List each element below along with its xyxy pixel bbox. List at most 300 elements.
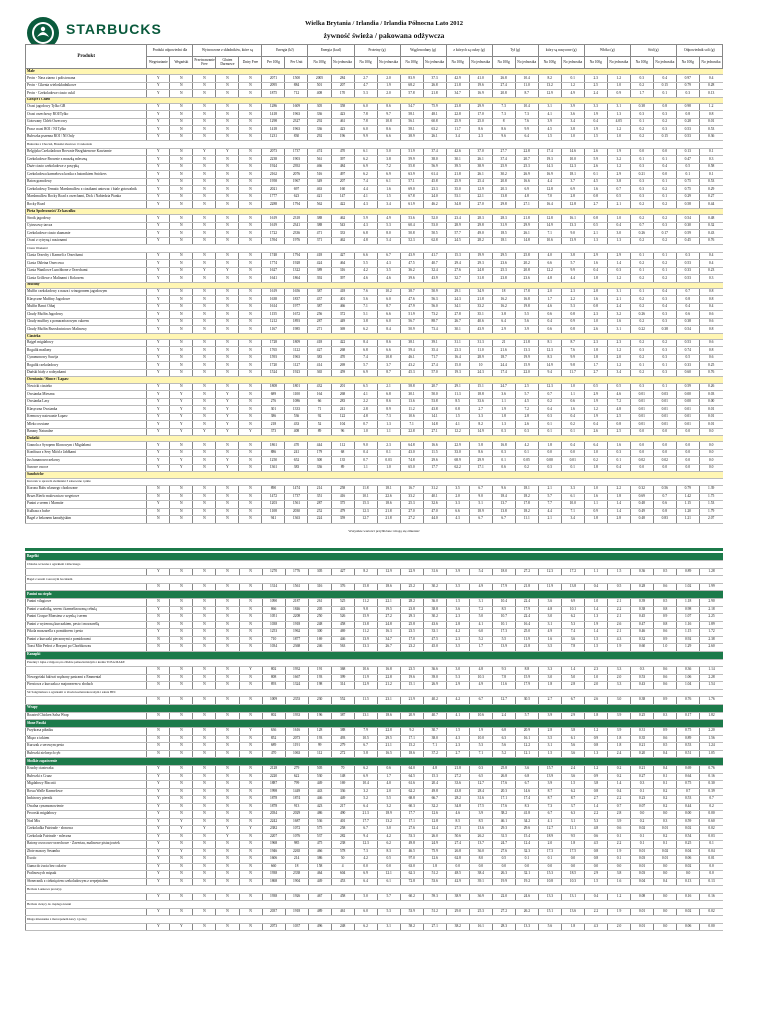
nutrition-value: N	[216, 449, 239, 457]
nutrition-value: 0.9	[654, 614, 677, 622]
nutrition-value: Y	[147, 260, 170, 268]
nutrition-value: 0.36	[677, 667, 700, 675]
nutrition-value: 36.6	[423, 667, 446, 675]
nutrition-value: 21.2	[377, 682, 400, 690]
product-row	[26, 383, 723, 391]
nutrition-value: N	[239, 833, 262, 841]
nutrition-value: N	[239, 516, 262, 524]
nutrition-value: 0.8	[584, 788, 607, 796]
nutrition-value: 4.8	[538, 606, 561, 614]
nutrition-value: 1.8	[492, 413, 515, 421]
nutrition-value: N	[147, 750, 170, 758]
product-name: Cytrusowy tarcza	[26, 222, 147, 230]
nutrition-value: 424	[308, 260, 331, 268]
product-name: Słonecznik z cieknięciem czekoladowym z serpejntalem	[26, 878, 147, 886]
nutrition-value: N	[216, 118, 239, 126]
nutrition-value: 14.6	[515, 788, 538, 796]
product-name: Przykrasa pikniku	[26, 728, 147, 736]
nutrition-value: 0.2	[561, 421, 584, 429]
nutrition-value: 2338	[285, 871, 308, 879]
nutrition-value: 17.0	[400, 636, 423, 644]
nutrition-value: 1887	[262, 781, 285, 789]
nutrition-value: 27.2	[400, 516, 423, 524]
nutrition-value: Y	[147, 156, 170, 164]
nutrition-value: 0.8	[654, 606, 677, 614]
product-name: Panini z kurczaki pieczonymi z pomidorami	[26, 636, 147, 644]
nutrition-value: 29.1	[446, 383, 469, 391]
nutrition-value: 25.9	[492, 163, 515, 171]
nutrition-value: 5.6	[492, 743, 515, 751]
nutrition-value: 28.2	[446, 796, 469, 804]
nutrition-value: N	[170, 629, 193, 637]
nutrition-value: 0.53	[676, 126, 699, 134]
nutrition-value: 1765	[262, 347, 285, 355]
nutrition-value: 6.7	[492, 516, 515, 524]
nutrition-value: N	[216, 735, 239, 743]
nutrition-value: N	[239, 369, 262, 377]
nutrition-value: 21.8	[446, 82, 469, 90]
nutrition-value: 27.4	[446, 841, 469, 849]
nutrition-value: N	[193, 811, 216, 819]
nutrition-value: 12.3	[354, 508, 377, 516]
nutrition-value: 371	[308, 237, 331, 245]
nutrition-value: 0.2	[630, 126, 653, 134]
nutrition-value: 8.4	[354, 339, 377, 347]
nutrition-value: 368	[331, 667, 354, 675]
nutrition-value: 852	[262, 735, 285, 743]
nutrition-value: N	[216, 811, 239, 819]
nutrition-value: 712	[285, 90, 308, 98]
section-label: Panini na ciepło	[26, 591, 724, 599]
nutrition-value: 179	[308, 449, 331, 457]
nutrition-value: N	[239, 508, 262, 516]
nutrition-value: 47.5	[423, 636, 446, 644]
nutrition-value: 0.89	[677, 735, 700, 743]
nutrition-value: 1737	[285, 493, 308, 501]
nutrition-value: N	[193, 803, 216, 811]
nutrition-value: 70	[331, 766, 354, 774]
nutrition-value: 7.0	[538, 193, 561, 201]
nutrition-value: N	[170, 788, 193, 796]
nutrition-value: 11.9	[538, 583, 561, 591]
nutrition-value: 0.2	[630, 354, 653, 362]
nutrition-value: 0.5	[377, 856, 400, 864]
nutrition-value: 0.1	[630, 252, 653, 260]
nutrition-value: 0.7	[538, 391, 561, 399]
nutrition-value: N	[193, 644, 216, 652]
nutrition-value: Y	[147, 841, 170, 849]
nutrition-value: 0.9	[561, 318, 584, 326]
nutrition-value: 0.1	[653, 267, 676, 275]
nutrition-value: 22.6	[377, 493, 400, 501]
nutrition-value: 2.7	[446, 750, 469, 758]
nutrition-value: 1.16	[677, 621, 700, 629]
nutrition-value: 561	[308, 156, 331, 164]
nutrition-value: 39.5	[446, 163, 469, 171]
product-name: Konfitura z Sery Miód z Jabłkami	[26, 449, 147, 457]
nutrition-value: 0.4	[654, 750, 677, 758]
nutrition-value: 0.0	[654, 863, 677, 871]
nutrition-value: 4.6	[607, 391, 630, 399]
product-name: Bruzs Rierlo malowniczo wegetowe	[26, 493, 147, 501]
nutrition-value: 0.8	[653, 508, 676, 516]
nutrition-value: 1.06	[677, 674, 700, 682]
nutrition-value: 28.3	[469, 215, 492, 223]
column-header-product: Produkt	[26, 45, 147, 69]
nutrition-value: 0.7	[354, 457, 377, 465]
nutrition-value: 13.2	[377, 818, 400, 826]
nutrition-value: 0.7	[700, 796, 723, 804]
nutrition-value: 0.0	[561, 863, 584, 871]
product-row	[26, 893, 724, 901]
nutrition-value: 2.2	[608, 796, 631, 804]
nutrition-value: 0.4	[699, 303, 722, 311]
nutrition-value: 0.02	[700, 826, 723, 834]
nutrition-value: 1.5	[561, 781, 584, 789]
nutrition-value: 0.0	[699, 428, 722, 436]
nutrition-value: 1472	[262, 493, 285, 501]
nutrition-value: 2.6	[584, 326, 607, 334]
nutrition-value: 0.13	[676, 148, 699, 156]
nutrition-value: 56.1	[400, 118, 423, 126]
product-row	[26, 796, 724, 804]
nutrition-value: 890	[262, 486, 285, 494]
nutrition-value: 443	[331, 606, 354, 614]
nutrition-value: 6.6	[377, 133, 400, 141]
nutrition-value: 2208	[285, 614, 308, 622]
nutrition-value: 1594	[262, 237, 285, 245]
nutrition-value: 196	[331, 133, 354, 141]
nutrition-value: 0.1	[561, 464, 584, 472]
nutrition-value: N	[239, 215, 262, 223]
nutrition-value: 470	[285, 442, 308, 450]
nutrition-value: N	[193, 743, 216, 751]
nutrition-value: N	[216, 636, 239, 644]
nutrition-value: 0.32	[630, 486, 653, 494]
nutrition-value: 1.8	[584, 354, 607, 362]
nutrition-value: 7.1	[400, 421, 423, 429]
nutrition-value: 1.6	[584, 186, 607, 194]
nutrition-value: 25.0	[515, 629, 538, 637]
nutrition-value: 0.44	[699, 201, 722, 209]
nutrition-value: Y	[193, 428, 216, 436]
nutrition-value: 18.2	[515, 508, 538, 516]
nutrition-value: 6.0	[469, 629, 492, 637]
nutrition-value: 148	[331, 773, 354, 781]
nutrition-value: 2.1	[608, 614, 631, 622]
nutrition-value: 214	[285, 856, 308, 864]
nutrition-value: 32.2	[423, 803, 446, 811]
product-name: Granola z Syropem Klonowym i Migdałami	[26, 442, 147, 450]
nutrition-value: N	[239, 856, 262, 864]
nutrition-value: 0.6	[699, 318, 722, 326]
nutrition-value: 12.8	[538, 186, 561, 194]
nutrition-value: N	[239, 398, 262, 406]
nutrition-value: 459	[331, 369, 354, 377]
nutrition-value: 6.9	[561, 599, 584, 607]
nutrition-value: 536	[285, 413, 308, 421]
nutrition-value: 414	[308, 362, 331, 370]
nutrition-value: Y	[147, 311, 170, 319]
nutrition-value: 31.6	[423, 568, 446, 576]
nutrition-value: 886	[262, 449, 285, 457]
nutrition-value: 29.1	[446, 288, 469, 296]
nutrition-value: 15.8	[354, 583, 377, 591]
product-row	[26, 833, 724, 841]
nutrition-value: 2.5	[515, 383, 538, 391]
nutrition-value: 3.9	[561, 103, 584, 111]
nutrition-value: 463	[308, 186, 331, 194]
nutrition-value: 0.76	[699, 237, 722, 245]
header-row-groups	[26, 45, 723, 57]
nutrition-value: 284	[331, 75, 354, 83]
nutrition-value: 1.82	[700, 712, 723, 720]
nutrition-value: N	[170, 369, 193, 377]
nutrition-value: N	[170, 442, 193, 450]
nutrition-value: 29.9	[469, 103, 492, 111]
nutrition-value: 4.1	[469, 621, 492, 629]
nutrition-value: 287	[308, 501, 331, 509]
subcategory-row	[26, 689, 724, 697]
nutrition-value: 1946	[262, 848, 285, 856]
nutrition-value: 26.2	[469, 833, 492, 841]
nutrition-value: 9.8	[561, 362, 584, 370]
nutrition-value: Y	[147, 326, 170, 334]
nutrition-value: 458	[331, 893, 354, 901]
nutrition-value: 1231	[262, 133, 285, 141]
nutrition-value: N	[170, 583, 193, 591]
nutrition-value: 1.8	[584, 516, 607, 524]
nutrition-value: 3.5	[538, 735, 561, 743]
nutrition-value: Y	[216, 148, 239, 156]
nutrition-value: 5.3	[377, 222, 400, 230]
nutrition-value: 16.2	[492, 303, 515, 311]
nutrition-value: 0.0	[699, 457, 722, 465]
nutrition-value: 0.4	[653, 288, 676, 296]
nutrition-value: 29.3	[492, 826, 515, 834]
nutrition-value: 19.3	[446, 369, 469, 377]
nutrition-value: Y	[147, 369, 170, 377]
nutrition-value: 1977	[285, 303, 308, 311]
nutrition-value: 0.1	[654, 773, 677, 781]
nutrition-value: 24.4	[492, 362, 515, 370]
product-name	[26, 893, 147, 901]
nutrition-value: 18.5	[492, 230, 515, 238]
nutrition-value: N	[170, 796, 193, 804]
nutrition-value: 1.8	[584, 712, 607, 720]
nutrition-value: Y	[239, 728, 262, 736]
nutrition-value: 14.8	[515, 237, 538, 245]
nutrition-value: 4.1	[538, 818, 561, 826]
nutrition-value: 0.3	[653, 222, 676, 230]
column-subheader: Per Unit	[285, 57, 308, 69]
nutrition-value: 0.8	[584, 848, 607, 856]
nutrition-value: 4.2	[515, 442, 538, 450]
nutrition-value: 30.5	[515, 697, 538, 705]
nutrition-value: 13.8	[561, 583, 584, 591]
nutrition-value: 1.99	[700, 583, 723, 591]
nutrition-value: 1.4	[608, 781, 631, 789]
nutrition-value: 4.6	[354, 275, 377, 283]
nutrition-value: N	[216, 163, 239, 171]
nutrition-value: 8.1	[538, 339, 561, 347]
nutrition-value: N	[193, 697, 216, 705]
nutrition-value: 1.5	[446, 728, 469, 736]
nutrition-value: 387	[308, 288, 331, 296]
nutrition-value: 0.1	[377, 449, 400, 457]
nutrition-value: N	[193, 82, 216, 90]
nutrition-value: 1.8	[538, 682, 561, 690]
subcategory-row	[26, 478, 723, 486]
nutrition-value: 4.5	[584, 178, 607, 186]
nutrition-value: 1298	[262, 118, 285, 126]
nutrition-value: Y	[147, 428, 170, 436]
nutrition-value: N	[216, 369, 239, 377]
nutrition-value: 376	[331, 583, 354, 591]
nutrition-value: N	[193, 796, 216, 804]
nutrition-value: N	[239, 568, 262, 576]
nutrition-value: 0.1	[653, 178, 676, 186]
nutrition-value: 53.0	[423, 222, 446, 230]
subcategory-label: Pszenny i łajka z migową na chlebie pełnoziarnistym z kremu TOSA MAKE	[26, 659, 724, 667]
nutrition-value: 1.15	[676, 501, 699, 509]
nutrition-value: 0.01	[630, 413, 653, 421]
nutrition-value: 49.0	[469, 230, 492, 238]
nutrition-value: 0.43	[631, 682, 654, 690]
nutrition-value: 241	[285, 449, 308, 457]
column-subheader: Na 100g	[584, 57, 607, 69]
nutrition-value: 8.7	[377, 303, 400, 311]
nutrition-value: 20.8	[492, 178, 515, 186]
nutrition-value: 2382	[262, 826, 285, 834]
nutrition-value: 0.0	[492, 863, 515, 871]
nutrition-value: 17.8	[515, 501, 538, 509]
nutrition-value: 26.0	[423, 833, 446, 841]
nutrition-value: 0.0	[630, 449, 653, 457]
nutrition-value: Y	[216, 406, 239, 414]
nutrition-value: 27.2	[515, 568, 538, 576]
nutrition-value: 7.8	[354, 118, 377, 126]
nutrition-value: 0.5	[676, 354, 699, 362]
nutrition-value: 23.8	[400, 606, 423, 614]
nutrition-value: N	[170, 178, 193, 186]
nutrition-value: 31.1	[446, 339, 469, 347]
nutrition-value: N	[193, 871, 216, 879]
nutrition-value: 0.6	[654, 674, 677, 682]
nutrition-value: N	[216, 222, 239, 230]
nutrition-value: 20.9	[400, 712, 423, 720]
nutrition-value: 6.2	[561, 614, 584, 622]
nutrition-value: 1324	[285, 682, 308, 690]
nutrition-value: 0.6	[699, 311, 722, 319]
nutrition-value: 2.6	[515, 421, 538, 429]
nutrition-value: N	[170, 871, 193, 879]
nutrition-value: 0.3	[607, 267, 630, 275]
nutrition-value: 0.2	[654, 803, 677, 811]
nutrition-value: 17.8	[515, 288, 538, 296]
nutrition-value: 17.1	[400, 818, 423, 826]
nutrition-value: N	[216, 788, 239, 796]
nutrition-value: 536	[308, 818, 331, 826]
nutrition-value: 34.7	[377, 636, 400, 644]
nutrition-value: 13.6	[469, 826, 492, 834]
nutrition-value: N	[216, 682, 239, 690]
nutrition-value: 1878	[262, 796, 285, 804]
nutrition-value: 2.1	[377, 383, 400, 391]
product-row	[26, 743, 724, 751]
nutrition-value: N	[193, 893, 216, 901]
nutrition-value: 0.0	[677, 871, 700, 879]
nutrition-value: 0.0	[653, 171, 676, 179]
nutrition-value: 59.9	[400, 156, 423, 164]
nutrition-value: 1614	[262, 303, 285, 311]
nutrition-value: 68	[331, 449, 354, 457]
nutrition-value: 0.26	[630, 230, 653, 238]
nutrition-value: 0.3	[538, 464, 561, 472]
nutrition-value: N	[147, 728, 170, 736]
nutrition-value: N	[193, 347, 216, 355]
product-row	[26, 568, 724, 576]
nutrition-value: 33.6	[469, 398, 492, 406]
section-label: Dodatki	[26, 436, 723, 442]
nutrition-value: 252	[308, 508, 331, 516]
nutrition-value: 0.0	[700, 863, 723, 871]
product-row	[26, 712, 724, 720]
nutrition-value: N	[216, 237, 239, 245]
nutrition-value: 191	[308, 667, 331, 675]
nutrition-value: 13.3	[538, 893, 561, 901]
product-name: Kremowy natowanie Łapaw	[26, 413, 147, 421]
nutrition-value: N	[193, 133, 216, 141]
nutrition-value: 497	[331, 171, 354, 179]
product-name: Ciasta Orzechy i Karmeli z Orzechami	[26, 252, 147, 260]
nutrition-value: 1720	[262, 362, 285, 370]
nutrition-value: 446	[308, 796, 331, 804]
nutrition-value: 27.1	[515, 201, 538, 209]
nutrition-value: N	[216, 311, 239, 319]
nutrition-value: N	[216, 743, 239, 751]
nutrition-value: 59.4	[400, 347, 423, 355]
nutrition-value: 6.1	[377, 878, 400, 886]
nutrition-value: 0.1	[653, 252, 676, 260]
nutrition-value: 8.8	[515, 667, 538, 675]
nutrition-value: N	[193, 383, 216, 391]
product-name: Czekoladka Fairtrade - słonowa	[26, 826, 147, 834]
nutrition-value: 1774	[262, 260, 285, 268]
nutrition-value: 15.3	[538, 871, 561, 879]
nutrition-value: 0.0	[515, 863, 538, 871]
nutrition-value: 10.3	[561, 878, 584, 886]
nutrition-value: 29.4	[446, 260, 469, 268]
nutrition-value: N	[239, 163, 262, 171]
document-title: Wielka Brytania / Irlandia / Irlandia Północna Lato 2012	[304, 20, 464, 27]
nutrition-value: 0.48	[630, 516, 653, 524]
nutrition-value: 0.01	[699, 406, 722, 414]
nutrition-value: 0.7	[607, 186, 630, 194]
nutrition-value: 3.9	[608, 818, 631, 826]
nutrition-value: 3.3	[584, 103, 607, 111]
product-row	[26, 421, 723, 429]
nutrition-value: 6.0	[354, 908, 377, 916]
nutrition-value: N	[170, 674, 193, 682]
nutrition-value: 112	[308, 750, 331, 758]
nutrition-value: Y	[147, 163, 170, 171]
nutrition-value: N	[193, 398, 216, 406]
product-row	[26, 826, 724, 834]
nutrition-value: 1926	[285, 893, 308, 901]
nutrition-value: 526	[331, 614, 354, 622]
nutrition-value: 43.2	[400, 362, 423, 370]
